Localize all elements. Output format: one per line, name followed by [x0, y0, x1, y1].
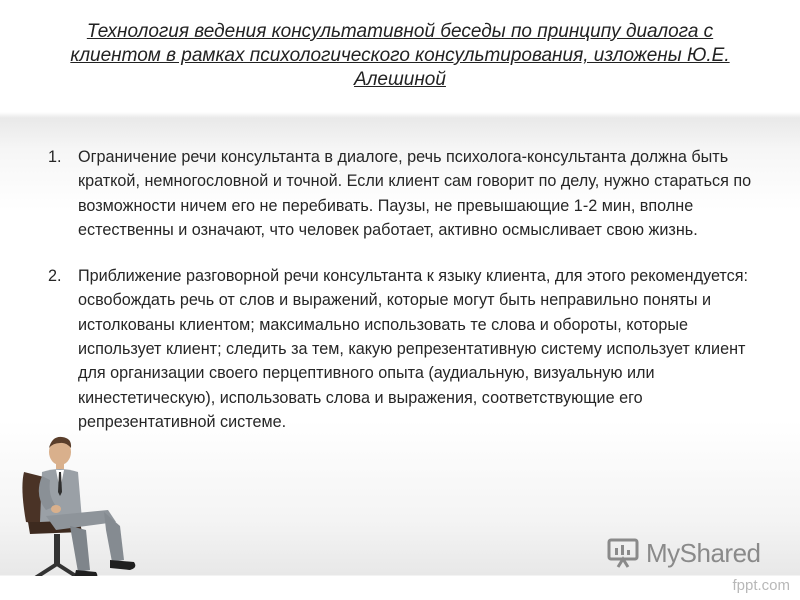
list-item — [48, 145, 760, 242]
logo-text: MyShared — [646, 537, 761, 568]
list-item-number: 2. — [48, 267, 62, 286]
list-item-text: Ограничение речи консультанта в диалоге, речь психолога-консультанта должна быть краткой, немногословной и точной. Если клиент сам говорит по делу, нужно стараться по возможности ничем его не перебивать. Паузы, не превышающие 1-2 мин, вполне естественны и означают, что человек работает, активно осмысливает свою жизнь. — [78, 148, 752, 239]
presentation-board-icon — [606, 536, 640, 570]
footer-band — [0, 576, 800, 600]
slide-title: Технология ведения консультативной беседы по принципу диалога с клиентом в рамках психологического консультирования, изложены Ю.Е. Алешиной — [70, 21, 730, 90]
fppt-watermark: fppt.com — [732, 577, 790, 594]
list-item-text: Приближение разговорной речи консультанта к языку клиента, для этого рекомендуется: освобождать речь от слов и выражений, которые могут быть неправильно поняты и истолкованы клиентом; максимально использовать те слова и обороты, которые использует клиент; следить за тем, какую репрезентативную систему использует клиент для организации своего перцептивного опыта (аудиальную, визуальную или кинестетическую), использовать слова и выражения, соответствующие его репрезентативной системе. — [78, 267, 748, 431]
seated-businessman-illustration — [12, 430, 142, 600]
list-item — [48, 264, 760, 434]
list-item-number: 1. — [48, 148, 62, 166]
numbered-list — [48, 145, 760, 434]
myshared-logo — [606, 536, 761, 570]
